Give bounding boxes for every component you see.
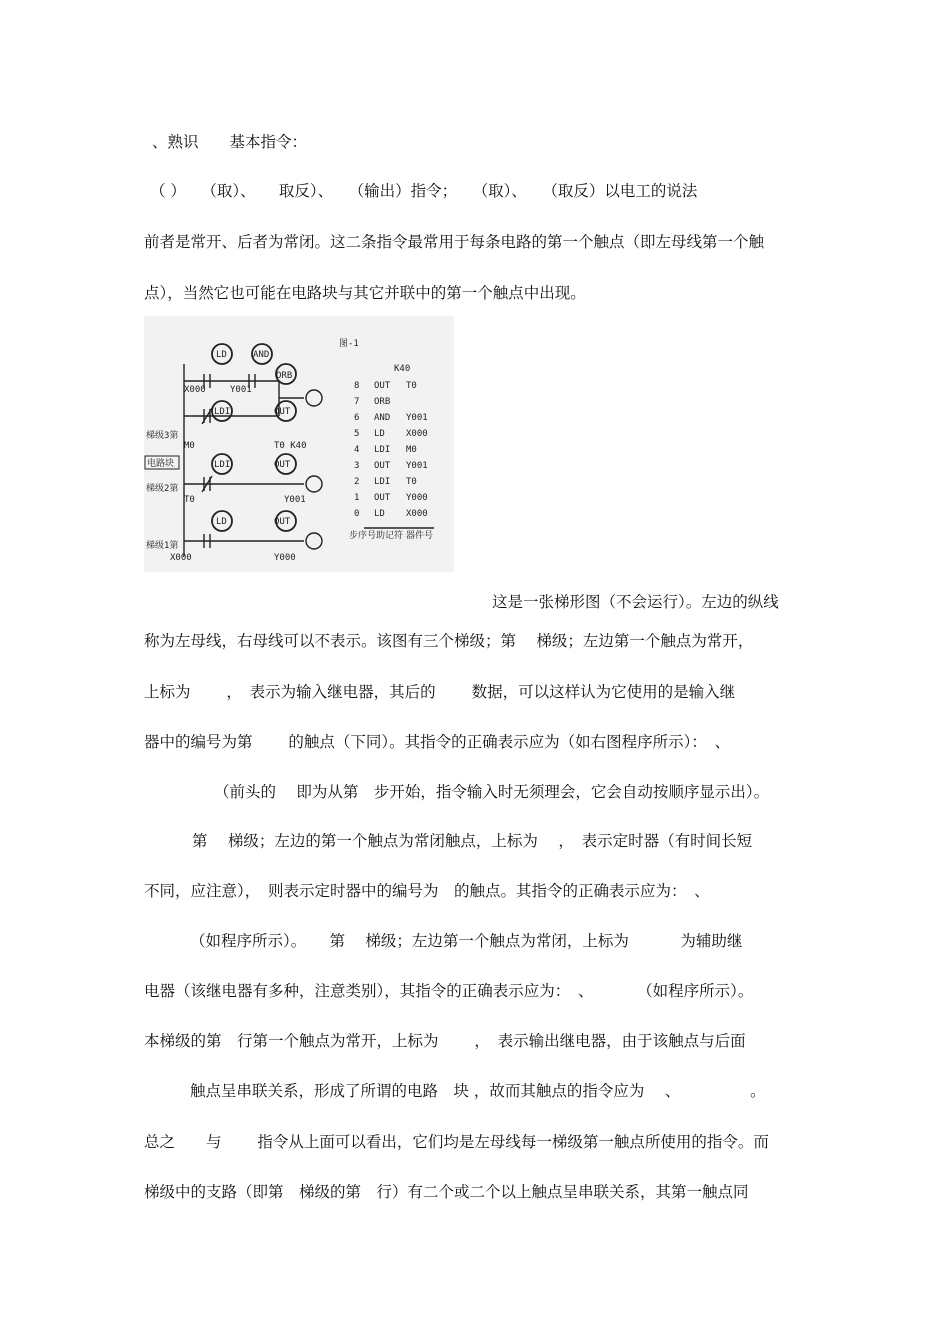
paragraph-line: 梯级中的支路（即第 梯级的第 行）有二个或二个以上触点呈串联关系，其第一触点同 [144, 1183, 749, 1201]
table-header: 器件号 [406, 531, 434, 541]
table-cell: Y001 [406, 413, 428, 423]
paragraph-line: 电器（该继电器有多种，注意类别），其指令的正确表示应为： 、 （如程序所示）。 [144, 982, 754, 1000]
ladder-diagram-figure [144, 316, 454, 572]
table-cell: OUT [374, 461, 391, 471]
svg-text:1 OUT Y000 [354, 493, 428, 503]
svg-text:0 LD X000 [354, 509, 428, 519]
bubble-tag: OUT [274, 517, 291, 527]
paragraph-line: 总之 与 指令从上面可以看出，它们均是左母线每一梯级第一触点所使用的指令。而 [144, 1133, 769, 1151]
figure-label: 图-1 [339, 339, 359, 349]
table-cell: 2 [354, 477, 360, 487]
bubble-tag: ORB [276, 371, 293, 381]
contact-tag: Y001 [230, 385, 252, 395]
table-cell: Y001 [406, 461, 428, 471]
rung-label: 梯级2第 [146, 484, 179, 494]
paragraph-line: 上标为 ， 表示为输入继电器，其后的 数据，可以这样认为它使用的是输入继 [144, 683, 736, 701]
paragraph-line: 器中的编号为第 的触点（下同）。其指令的正确表示应为（如右图程序所示）： 、 [144, 733, 731, 751]
table-cell: Y000 [406, 493, 428, 503]
table-cell: T0 [406, 477, 417, 487]
table-cell: LDI [374, 445, 391, 455]
table-cell: 1 [354, 493, 360, 503]
svg-text:5 LD X000 [354, 429, 428, 439]
bubble-tag: LDI [214, 460, 231, 470]
table-cell: 8 [354, 381, 360, 391]
paragraph-line: （如程序所示）。 第 梯级；左边第一个触点为常闭，上标为 为辅助继 [190, 932, 743, 950]
contact-tag: T0 [184, 495, 195, 505]
svg-text:6 AND Y001 [354, 413, 428, 423]
table-cell: X000 [406, 509, 428, 519]
bubble-tag: LD [216, 350, 227, 360]
svg-text:8 OUT T0 [354, 381, 417, 391]
paragraph-line: 称为左母线，右母线可以不表示。该图有三个梯级；第 梯级；左边第一个触点为常开， [144, 632, 754, 650]
table-cell: ORB [374, 397, 391, 407]
table-header: 助记符 [376, 531, 404, 541]
bubble-tag: OUT [274, 460, 291, 470]
table-cell: 7 [354, 397, 360, 407]
bubble-tag: LDI [214, 407, 231, 417]
bubble-tag: AND [253, 350, 270, 360]
table-cell: LDI [374, 477, 391, 487]
table-cell: LD [374, 509, 385, 519]
svg-text:2 LDI T0 [354, 477, 417, 487]
paragraph-line: 触点呈串联关系，形成了所谓的电路 块 ，故而其触点的指令应为 、 。 [190, 1082, 766, 1100]
paragraph-line: （ ） （取）、 取反）、 （输出）指令； （取）、 （取反）以电工的说法 [150, 182, 698, 200]
table-header: 步序号 [349, 531, 377, 541]
paragraph-line: （前头的 即为从第 步开始，指令输入时无须理会，它会自动按顺序显示出）。 [214, 783, 770, 801]
contact-tag: X000 [170, 553, 192, 563]
svg-text:7 ORB [354, 397, 390, 407]
section-heading: 、熟识 基本指令： [152, 133, 308, 151]
ladder-diagram [144, 316, 454, 572]
table-cell: 3 [354, 461, 360, 471]
contact-tag: X000 [184, 385, 206, 395]
paragraph-line: 这是一张梯形图（不会运行）。左边的纵线 [492, 593, 779, 611]
table-cell: T0 [406, 381, 417, 391]
paragraph-line: 不同，应注意）， 则表示定时器中的编号为 的触点。其指令的正确表示应为： 、 [144, 882, 710, 900]
rung-label: 梯级3第 [146, 431, 179, 441]
contact-tag: T0 K40 [274, 441, 307, 451]
svg-text:4 LDI M0 [354, 445, 417, 455]
output-coil [306, 390, 322, 406]
svg-text:3 OUT Y001 [354, 461, 428, 471]
table-cell: OUT [374, 493, 391, 503]
svg-text:步序号 助记符 器件 [349, 529, 433, 541]
bubble-tag: LD [216, 517, 227, 527]
table-cell: 4 [354, 445, 360, 455]
paragraph-line: 前者是常开、后者为常闭。这二条指令最常用于每条电路的第一个触点（即左母线第一个触 [144, 233, 765, 251]
table-cell: LD [374, 429, 385, 439]
block-label: 电路块 [147, 459, 175, 469]
table-cell: 6 [354, 413, 360, 423]
paragraph-line: 第 梯级；左边的第一个触点为常闭触点，上标为 ， 表示定时器（有时间长短 [192, 832, 753, 850]
output-coil [306, 533, 322, 549]
rung-label: 梯级1第 [146, 541, 179, 551]
table-cell: 5 [354, 429, 360, 439]
table-cell: 0 [354, 509, 360, 519]
table-cell: M0 [406, 445, 417, 455]
paragraph-line: 点），当然它也可能在电路块与其它并联中的第一个触点中出现。 [144, 284, 586, 302]
contact-tag: M0 [184, 441, 195, 451]
table-extra: K40 [394, 364, 411, 374]
contact-tag: Y000 [274, 553, 296, 563]
table-cell: OUT [374, 381, 391, 391]
paragraph-line: 本梯级的第 行第一个触点为常开，上标为 ， 表示输出继电器，由于该触点与后面 [144, 1032, 746, 1050]
table-cell: AND [374, 413, 391, 423]
output-coil [306, 476, 322, 492]
table-cell: X000 [406, 429, 428, 439]
bubble-tag: OUT [274, 407, 291, 417]
contact-tag: Y001 [284, 495, 306, 505]
